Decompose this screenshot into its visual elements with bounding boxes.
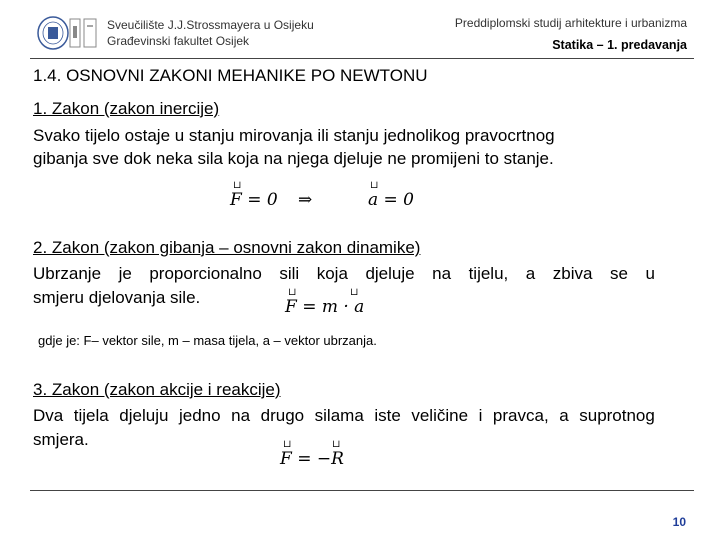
word: i: [478, 406, 483, 425]
word: a: [525, 264, 536, 283]
word: suprotnog: [579, 406, 655, 425]
word: se: [610, 264, 628, 283]
faculty-logo: [36, 14, 98, 52]
word: drugo: [260, 406, 305, 425]
word: djeluju: [119, 406, 169, 425]
law3-text-line1: [33, 404, 655, 427]
faculty-name: Građevinski fakultet Osijek: [107, 34, 250, 48]
course-title: Statika – 1. predavanja: [552, 38, 687, 52]
word: Dva: [33, 406, 64, 425]
study-program: Preddiplomski studij arhitekture i urbanizma: [454, 16, 687, 30]
word: Ubrzanje: [33, 264, 102, 283]
law2-variable-note: gdje je: F– vektor sile, m – masa tijela, a – vektor ubrzanja.: [38, 333, 377, 348]
word: na: [231, 406, 251, 425]
word: proporcionalno: [149, 264, 262, 283]
vector-mark-icon: ⊔: [370, 180, 379, 191]
vector-mark-icon: ⊔: [350, 287, 359, 298]
law3-heading: 3. Zakon (zakon akcije i reakcije): [33, 380, 281, 399]
header-divider: [30, 58, 694, 59]
implies-arrow: ⇒: [298, 190, 313, 210]
law3-equation: ⊔ ⊔ F = −R: [280, 439, 344, 469]
law3-text-line2: smjera.: [33, 430, 89, 449]
law2-text-line2: smjeru djelovanja sile.: [33, 288, 201, 307]
vector-mark-icon: ⊔: [283, 439, 292, 450]
word: djeluje: [365, 264, 415, 283]
law1-equation-left: ⊔ F = 0: [230, 180, 278, 210]
footer-divider: [30, 490, 694, 491]
word: sili: [279, 264, 300, 283]
word: a: [559, 406, 569, 425]
word: u: [645, 264, 655, 283]
word: koja: [316, 264, 348, 283]
page-number: 10: [672, 515, 686, 529]
word: silama: [314, 406, 364, 425]
word: je: [118, 264, 132, 283]
vector-mark-icon: ⊔: [233, 180, 242, 191]
word: na: [432, 264, 452, 283]
vector-mark-icon: ⊔: [288, 287, 297, 298]
word: tijelu,: [468, 264, 509, 283]
law1-equation-right: ⊔ a = 0: [368, 180, 415, 210]
word: pravca,: [492, 406, 549, 425]
word: veličine: [411, 406, 469, 425]
word: jedno: [179, 406, 221, 425]
word: zbiva: [552, 264, 593, 283]
word: tijela: [73, 406, 109, 425]
section-title: 1.4. OSNOVNI ZAKONI MEHANIKE PO NEWTONU: [33, 66, 428, 85]
law2-text-line1: [33, 262, 655, 285]
word: iste: [374, 406, 401, 425]
law2-heading: 2. Zakon (zakon gibanja – osnovni zakon dinamike): [33, 238, 421, 257]
law1-text-line1: Svako tijelo ostaje u stanju mirovanja ili stanju jednolikog pravocrtnog: [33, 126, 555, 145]
law1-heading: 1. Zakon (zakon inercije): [33, 99, 220, 118]
law2-equation: ⊔ ⊔ F = m · a: [285, 287, 365, 317]
vector-mark-icon: ⊔: [332, 439, 341, 450]
law1-text-line2: gibanja sve dok neka sila koja na njega djeluje ne promijeni to stanje.: [33, 149, 554, 168]
institution-name: Sveučilište J.J.Strossmayera u Osijeku: [107, 18, 314, 32]
